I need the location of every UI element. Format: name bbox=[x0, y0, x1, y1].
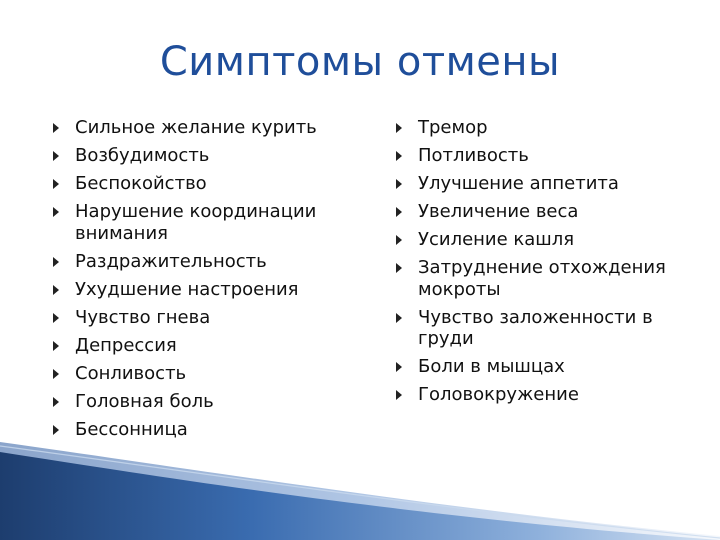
triangle-right-icon bbox=[53, 257, 59, 267]
list-item-text: Усиление кашля bbox=[418, 229, 575, 250]
triangle-right-icon bbox=[53, 285, 59, 295]
triangle-right-icon bbox=[53, 179, 59, 189]
list-item-text: Увеличение веса bbox=[418, 201, 579, 222]
triangle-right-icon bbox=[396, 313, 402, 323]
list-item bbox=[52, 419, 382, 441]
list-item bbox=[52, 307, 382, 329]
list-item-text: Чувство заложенности в груди bbox=[418, 306, 653, 349]
triangle-right-icon bbox=[53, 341, 59, 351]
list-item bbox=[395, 229, 705, 251]
list-item bbox=[52, 251, 382, 273]
triangle-right-icon bbox=[53, 425, 59, 435]
decorative-wave-band bbox=[0, 440, 720, 540]
left-symptom-list bbox=[52, 117, 382, 447]
triangle-right-icon bbox=[53, 207, 59, 217]
triangle-right-icon bbox=[396, 390, 402, 400]
list-item bbox=[395, 201, 705, 223]
triangle-right-icon bbox=[396, 263, 402, 273]
triangle-right-icon bbox=[53, 397, 59, 407]
triangle-right-icon bbox=[53, 123, 59, 133]
list-item-text: Бессонница bbox=[75, 418, 188, 440]
list-item bbox=[395, 384, 705, 406]
triangle-right-icon bbox=[53, 313, 59, 323]
list-item-text: Головная боль bbox=[75, 390, 214, 412]
list-item-text: Боли в мышцах bbox=[418, 356, 565, 377]
triangle-right-icon bbox=[396, 179, 402, 189]
list-item bbox=[52, 201, 382, 244]
triangle-right-icon bbox=[396, 123, 402, 133]
list-item-text: Чувство гнева bbox=[75, 306, 211, 328]
list-item bbox=[52, 145, 382, 167]
list-item bbox=[52, 391, 382, 413]
triangle-right-icon bbox=[53, 369, 59, 379]
triangle-right-icon bbox=[396, 235, 402, 245]
list-item-text: Ухудшение настроения bbox=[75, 278, 299, 300]
list-item-text: Сонливость bbox=[75, 362, 187, 384]
list-item bbox=[395, 356, 705, 378]
list-item bbox=[395, 307, 705, 350]
triangle-right-icon bbox=[396, 151, 402, 161]
list-item bbox=[395, 117, 705, 139]
list-item-text: Тремор bbox=[418, 117, 488, 138]
list-item bbox=[52, 173, 382, 195]
list-item-text: Депрессия bbox=[75, 334, 177, 356]
list-item-text: Потливость bbox=[418, 145, 529, 166]
list-item bbox=[52, 363, 382, 385]
triangle-right-icon bbox=[396, 362, 402, 372]
list-item bbox=[395, 173, 705, 195]
list-item bbox=[52, 117, 382, 139]
list-item-text: Головокружение bbox=[418, 384, 579, 405]
list-item bbox=[395, 145, 705, 167]
list-item-text: Улучшение аппетита bbox=[418, 173, 619, 194]
list-item bbox=[52, 279, 382, 301]
list-item-text: Раздражительность bbox=[75, 250, 267, 272]
list-item-text: Нарушение координации внимания bbox=[75, 201, 317, 244]
list-item-text: Затруднение отхождения мокроты bbox=[418, 257, 666, 300]
triangle-right-icon bbox=[53, 151, 59, 161]
triangle-right-icon bbox=[396, 207, 402, 217]
list-item bbox=[395, 257, 705, 300]
list-item-text: Возбудимость bbox=[75, 145, 210, 166]
list-item bbox=[52, 335, 382, 357]
list-item-text: Беспокойство bbox=[75, 173, 207, 194]
right-symptom-list bbox=[395, 117, 705, 412]
slide-title: Симптомы отмены bbox=[159, 39, 561, 85]
list-item-text: Сильное желание курить bbox=[75, 117, 317, 138]
